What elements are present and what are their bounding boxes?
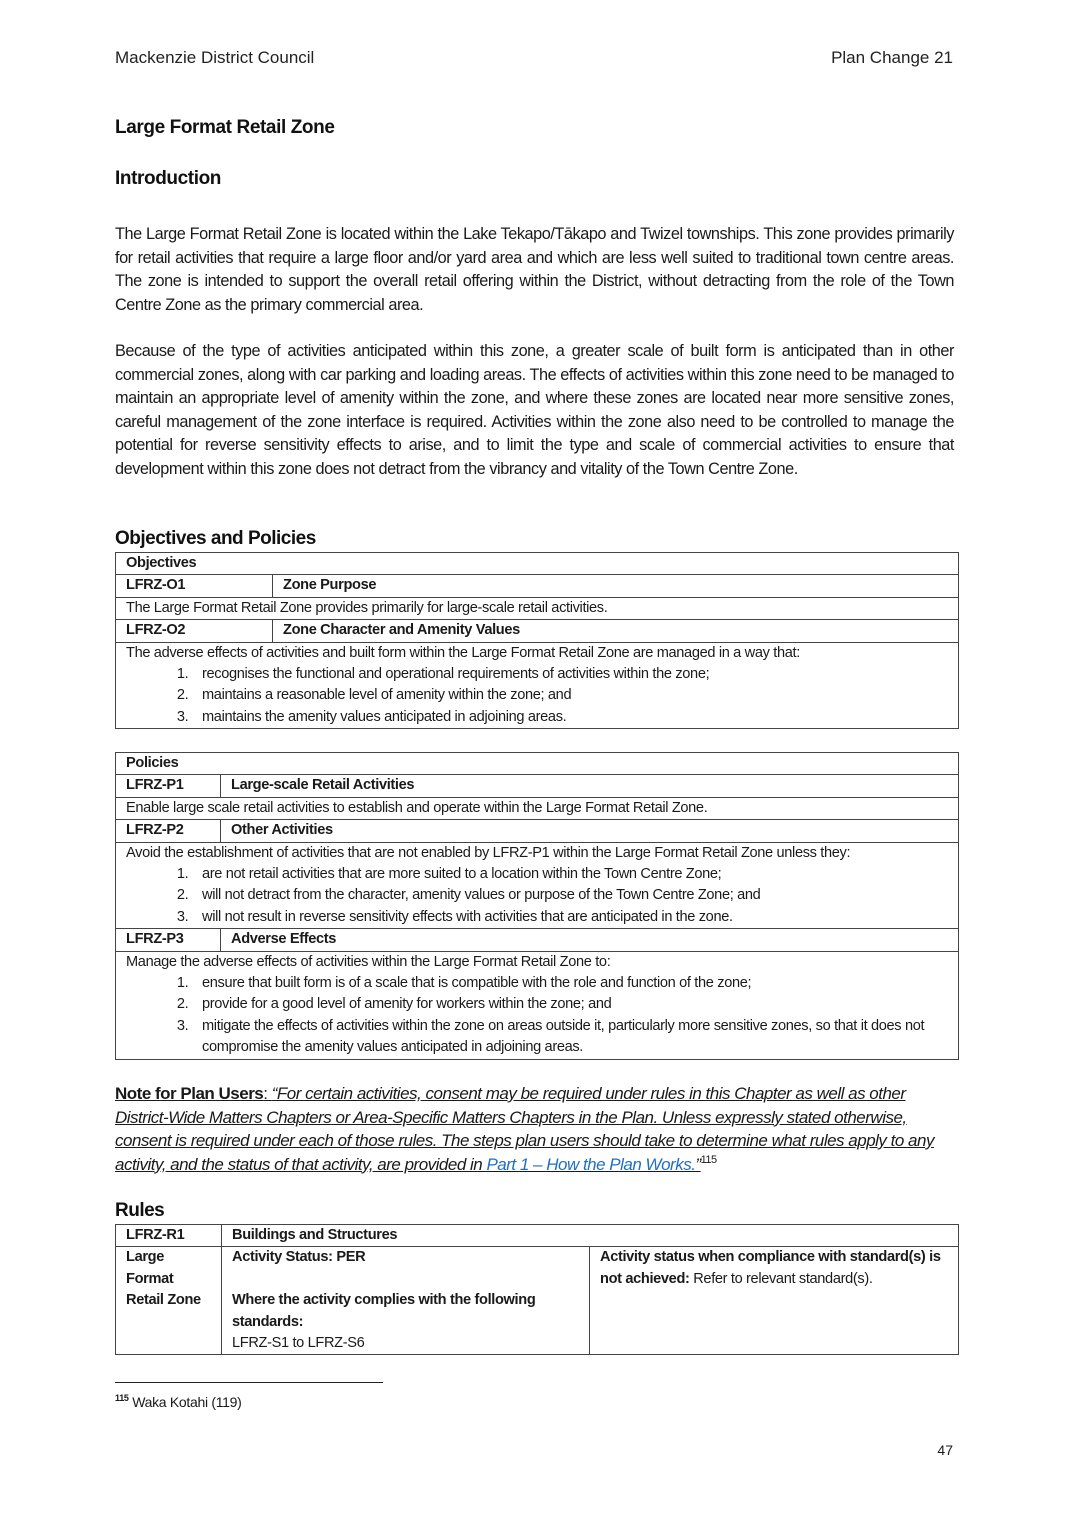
page-number: 47 [937, 1442, 953, 1458]
list-item: 2. provide for a good level of amenity for workers within the zone; and [192, 994, 948, 1015]
list-item: 1. recognises the functional and operational requirements of activities within the zone; [192, 664, 948, 685]
rule-noncompliance-cell [590, 1247, 959, 1355]
note-separator: : [263, 1084, 272, 1103]
list-item: 2. will not detract from the character, amenity values or purpose of the Town Centre Zone; and [192, 885, 948, 906]
rule-code: LFRZ-R1 [116, 1225, 222, 1247]
list-item: 3. will not result in reverse sensitivity effects with activities that are anticipated in the zone. [192, 907, 948, 928]
list-item: 1. are not retail activities that are more suited to a location within the Town Centre Zone; [192, 864, 948, 885]
policy-text: Avoid the establishment of activities that are not enabled by LFRZ-P1 within the Large Format Retail Zone unless they: [126, 844, 851, 861]
objectives-policies-heading: Objectives and Policies [115, 528, 316, 549]
table-row [116, 1247, 959, 1355]
note-text: “For certain activities, consent may be required under rules in this Chapter as well as other District-Wide Matters Chapters or Area-Specific Matters Chapters in the Plan. Unless expressly stated otherwise, consent is required under each of those rules. The steps plan users should take to determine what rules apply to any activity, and the status of that activity, are provided in [115, 1084, 934, 1174]
rule-activity-status-cell [222, 1247, 590, 1355]
table-row [116, 620, 959, 642]
policy-title: Adverse Effects [221, 929, 959, 951]
table-row [116, 642, 959, 729]
table-row [116, 929, 959, 951]
list-item: 3. maintains the amenity values anticipated in adjoining areas. [192, 707, 948, 728]
objective-title: Zone Character and Amenity Values [273, 620, 959, 642]
rule-noncompliance-text: Refer to relevant standard(s). [689, 1270, 873, 1287]
header-plan-change: Plan Change 21 [831, 48, 953, 67]
rule-title: Buildings and Structures [222, 1225, 959, 1247]
table-row [116, 951, 959, 1059]
objectives-table [115, 552, 959, 729]
intro-paragraph-1: The Large Format Retail Zone is located within the Lake Tekapo/Tākapo and Twizel townships. This zone provides primarily for retail activities that require a large floor and/or yard area and which are less well suited to traditional town centre areas. The zone is intended to support the overall retail offering within the District, without detracting from the role of the Town Centre Zone as the primary commercial area. [115, 225, 954, 314]
table-row [116, 553, 959, 575]
spacer [232, 1269, 579, 1290]
note-for-plan-users: Note for Plan Users: “For certain activities, consent may be required under rules in this Chapter as well as other District-Wide Matters Chapters or Area-Specific Matters Chapters in the Plan. Unless expressly stated otherwise, consent is required under each of those rules. The steps plan users should take to determine what rules apply to any activity, and the status of that activity, are provided in Part 1 – How the Plan Works.”115 [115, 1084, 934, 1174]
objective-title: Zone Purpose [273, 575, 959, 597]
objective-code: LFRZ-O1 [116, 575, 273, 597]
policies-label: Policies [116, 753, 959, 775]
objective-list [126, 664, 948, 728]
table-row [116, 842, 959, 929]
list-item: 2. maintains a reasonable level of amenity within the zone; and [192, 685, 948, 706]
table-row [116, 820, 959, 842]
policy-list [126, 973, 948, 1059]
rule-activity-status: Activity Status: PER [232, 1249, 366, 1266]
objective-text: The Large Format Retail Zone provides primarily for large-scale retail activities. [116, 597, 959, 619]
footnote: 115 Waka Kotahi (119) [115, 1393, 242, 1410]
rule-condition-text: LFRZ-S1 to LFRZ-S6 [232, 1335, 365, 1352]
table-row [116, 597, 959, 619]
objective-code: LFRZ-O2 [116, 620, 273, 642]
zone-title: Large Format Retail Zone [115, 117, 335, 138]
table-row [116, 753, 959, 775]
policy-list [126, 864, 948, 928]
how-the-plan-works-link[interactable]: Part 1 – How the Plan Works. [486, 1154, 696, 1174]
policy-body [116, 842, 959, 929]
objective-text: The adverse effects of activities and built form within the Large Format Retail Zone are managed in a way that: [126, 644, 800, 661]
note-close-quote: ” [695, 1154, 701, 1174]
objective-body [116, 642, 959, 729]
table-row [116, 775, 959, 797]
policy-body [116, 951, 959, 1059]
rule-zone [116, 1247, 222, 1355]
rules-heading: Rules [115, 1200, 165, 1221]
footnote-text: Waka Kotahi (119) [128, 1394, 242, 1410]
intro-paragraph-2: Because of the type of activities anticipated within this zone, a greater scale of built form is anticipated than in other commercial zones, along with car parking and loading areas. The effects of activities within this zone need to be managed to maintain an appropriate level of amenity within the zone, and where these zones are located near more sensitive zones, careful management of the zone interface is required. Activities within the zone also need to be controlled to manage the potential for reverse sensitivity effects to arise, and to limit the type and scale of commercial activities to ensure that development within this zone does not detract from the vibrancy and vitality of the Town Centre Zone. [115, 342, 954, 478]
rule-zone-label: Large Format Retail Zone [126, 1249, 201, 1309]
table-row [116, 1225, 959, 1247]
policy-code: LFRZ-P1 [116, 775, 221, 797]
policy-text: Manage the adverse effects of activities within the Large Format Retail Zone to: [126, 953, 611, 970]
table-row [116, 797, 959, 819]
policy-title: Other Activities [221, 820, 959, 842]
policy-title: Large-scale Retail Activities [221, 775, 959, 797]
table-row [116, 575, 959, 597]
policies-table [115, 752, 959, 1060]
rules-table [115, 1224, 959, 1355]
policy-text: Enable large scale retail activities to establish and operate within the Large Format Retail Zone. [116, 797, 959, 819]
rule-condition-heading: Where the activity complies with the following standards: [232, 1292, 536, 1330]
introduction-heading: Introduction [115, 168, 222, 189]
list-item: 1. ensure that built form is of a scale that is compatible with the role and function of the zone; [192, 973, 948, 994]
objectives-label: Objectives [116, 553, 959, 575]
rule-noncompliance-label: Activity status when compliance with standard(s) is not achieved: [600, 1249, 941, 1287]
header-council: Mackenzie District Council [115, 48, 315, 67]
policy-code: LFRZ-P2 [116, 820, 221, 842]
note-label: Note for Plan Users [115, 1084, 264, 1103]
footnote-separator [115, 1382, 383, 1383]
list-item: 3. mitigate the effects of activities within the zone on areas outside it, particularly more sensitive zones, so that it does not compromise the amenity values anticipated in adjoining areas. [192, 1016, 948, 1059]
policy-code: LFRZ-P3 [116, 929, 221, 951]
